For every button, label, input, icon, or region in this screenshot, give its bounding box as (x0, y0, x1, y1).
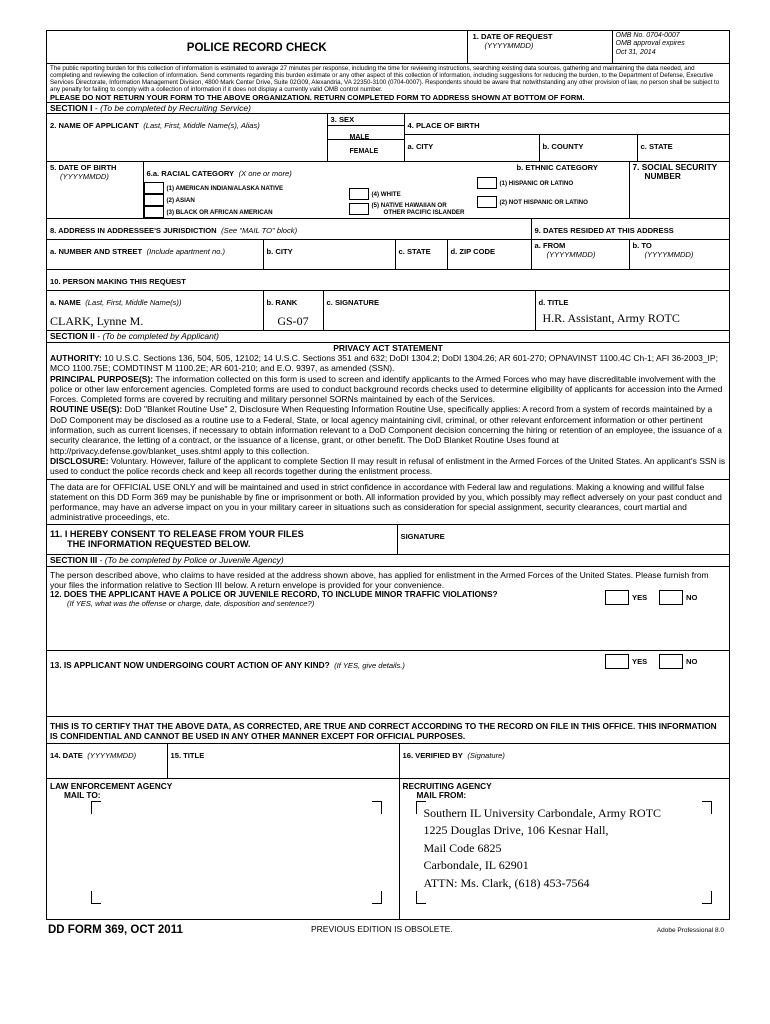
date-of-request-label: 1. DATE OF REQUEST (472, 32, 553, 41)
race-option-5[interactable] (349, 202, 474, 216)
sex-female-option[interactable] (328, 139, 404, 155)
ethnic-2-label: (2) NOT HISPANIC OR LATINO (499, 198, 588, 206)
section-1-header: SECTION I - (To be completed by Recruiting Service) (47, 102, 729, 115)
sex-male-option[interactable] (328, 125, 404, 139)
omb-number: OMB No. 0704-0007 (615, 32, 680, 39)
mail-to-corner-tr (372, 801, 382, 814)
authority-label: AUTHORITY: (50, 353, 102, 363)
section-1-row-address (47, 219, 729, 270)
sex-field (327, 114, 404, 162)
privacy-act-heading: PRIVACY ACT STATEMENT (333, 342, 443, 353)
race-option-4[interactable] (349, 186, 474, 202)
ethnic-option-2[interactable] (477, 195, 626, 209)
rank-label: b. RANK (266, 298, 298, 307)
purpose-label: PRINCIPAL PURPOSE(S): (50, 373, 154, 384)
verification-title-field[interactable] (167, 744, 399, 778)
date-of-birth-hint: (YYYYMMDD) (60, 172, 109, 181)
section-3-title: SECTION III (50, 555, 98, 566)
requester-name-field[interactable] (47, 291, 263, 331)
birth-city-label: a. CITY (407, 142, 434, 151)
disclosure-paragraph (50, 456, 726, 477)
mail-from-corner-bl (416, 891, 426, 904)
birth-city-field[interactable] (404, 135, 539, 162)
return-address (424, 805, 662, 893)
date-of-birth-label: 5. DATE OF BIRTH (50, 163, 117, 172)
consent-line-1: 11. I HEREBY CONSENT TO RELEASE FROM YOUR FILES (50, 528, 304, 539)
verification-row (47, 744, 729, 779)
requester-signature-label: c. SIGNATURE (326, 298, 380, 307)
rank-value: GS-07 (277, 314, 309, 328)
sex-female-label: FEMALE (349, 148, 379, 155)
question-13-label: 13. IS APPLICANT NOW UNDERGOING COURT ACTION OF ANY KIND? (50, 660, 330, 671)
requester-title-label: d. TITLE (538, 298, 569, 307)
race-category-label: 6.a. RACIAL CATEGORY (146, 169, 235, 178)
return-address-line-4: Carbondale, IL 62901 (423, 858, 529, 873)
state-field[interactable] (395, 240, 447, 270)
applicant-name-field[interactable] (47, 114, 327, 162)
ssn-field[interactable] (629, 162, 729, 219)
form-title: POLICE RECORD CHECK (186, 41, 327, 54)
question-12-no-label: NO (686, 593, 698, 603)
mail-to-corner-bl (91, 891, 101, 904)
question-13-no-label: NO (686, 657, 698, 667)
ethnic-option-1[interactable] (477, 176, 626, 190)
birth-county-label: b. COUNTY (542, 142, 584, 151)
section-2-header: SECTION II - (To be completed by Applicant) (47, 331, 729, 343)
question-12-block (47, 590, 729, 651)
place-of-birth-label: 4. PLACE OF BIRTH (407, 121, 480, 130)
question-12-no[interactable] (659, 590, 697, 605)
section-3-subtitle: (To be completed by Police or Juvenile Agency) (104, 555, 284, 566)
race-option-1[interactable] (144, 182, 349, 194)
applicant-name-label: 2. NAME OF APPLICANT (50, 121, 139, 130)
date-of-request-hint: (YYYYMMDD) (484, 41, 534, 50)
person-requesting-label: 10. PERSON MAKING THIS REQUEST (50, 277, 186, 286)
section-1-row-names (47, 114, 729, 162)
zip-field[interactable] (447, 240, 531, 270)
street-label: a. NUMBER AND STREET (50, 247, 143, 256)
race-category-hint: (X one or more) (238, 169, 292, 178)
return-address-line-1: Southern IL University Carbondale, Army ROTC (423, 805, 662, 820)
applicant-name-hint: (Last, First, Middle Name(s), Alias) (143, 121, 260, 130)
race-4-checkbox[interactable] (349, 188, 369, 200)
verification-date-label: 14. DATE (50, 751, 83, 761)
verified-by-hint: (Signature) (467, 751, 505, 761)
section-3-header: SECTION III - (To be completed by Police or Juvenile Agency) (47, 555, 729, 567)
to-label: b. TO (632, 241, 652, 250)
race-4-label: (4) WHITE (371, 190, 401, 198)
city-field[interactable] (263, 240, 395, 270)
race-5-checkbox[interactable] (349, 203, 369, 215)
rank-field[interactable] (263, 291, 323, 331)
mail-from-corner-tr (702, 801, 712, 814)
ssn-label: 7. SOCIAL SECURITY (632, 162, 718, 172)
return-address-line-5: ATTN: Ms. Clark, (618) 453-7564 (423, 875, 590, 890)
certification-statement: THIS IS TO CERTIFY THAT THE ABOVE DATA, AS CORRECTED, ARE TRUE AND CORRECT ACCORDING TO THE RECORD ON FILE IN THIS OFFICE. THIS INFORMATION IS CONFIDENTIAL AND CANNOT BE USED IN ANY OTHER MANNER EXCEPT FOR OFFICIAL PURPOSES. (47, 717, 729, 744)
mail-to-label: MAIL TO: (64, 789, 101, 800)
return-address-line-3: Mail Code 6825 (423, 840, 502, 855)
question-12-hint: (If YES, what was the offense or charge, date, disposition and sentence?) (67, 599, 315, 609)
question-12-label: 12. DOES THE APPLICANT HAVE A POLICE OR JUVENILE RECORD, TO INCLUDE MINOR TRAFFIC VIOLATIONS? (50, 589, 498, 600)
disclosure-text: Voluntary. However, failure of the applicant to complete Section II may result in refusal of enlistment in the Armed Forces of the United States. An applicant's SSN is used to conduct the police records check and keep all records together during the enlistment process. (50, 455, 726, 477)
race-3-label: (3) BLACK OR AFRICAN AMERICAN (166, 208, 273, 216)
question-12-yes[interactable] (605, 590, 647, 605)
mail-to-corner-tl (91, 801, 101, 814)
question-13-yes-label: YES (632, 657, 648, 667)
verification-date-field[interactable] (47, 744, 167, 778)
mail-from-corner-br (702, 891, 712, 904)
street-field[interactable] (47, 240, 263, 270)
section-3-intro: The person described above, who claims to have resided at the address shown above, has applied for enlistment in the Armed Forces of the United States. Please furnish from your files the information relative to Section III below. A return envelope is provided for your convenience. (50, 569, 709, 591)
mailing-block (47, 779, 729, 919)
birth-state-label: c. STATE (640, 142, 673, 151)
birth-state-field[interactable] (637, 135, 729, 162)
race-5-label-a: (5) NATIVE HAWAIIAN OR (371, 202, 447, 209)
question-13-block (47, 651, 729, 717)
form-header (47, 31, 729, 64)
question-12-yes-label: YES (632, 593, 648, 603)
section-2-subtitle: (To be completed by Applicant) (102, 331, 219, 341)
section-1-subtitle: (To be completed by Recruiting Service) (100, 102, 251, 113)
consent-row (47, 525, 729, 556)
routine-use-text: DoD "Blanket Routine Use" 2, Disclosure When Requesting Information Routine Use, specifically applies: A record from a system of records maintained by a DoD Component may be disclosed as a routine use to a Federal, State, or local agency maintaining civil, criminal, or other relevant enforcement information or other pertinent information, such as current licenses, if necessary to obtain information relevant to a DoD Component decision concerning the hiring or retention of an employee, the issuance of a security clearance, the letting of a contract, or the issuance of a license, grant, or other benefit. The DoD Blanket Routine Uses found at http://privacy.defense.gov/blanket_uses.shtml apply to this collection. (50, 404, 722, 456)
from-hint: (YYYYMMDD) (546, 250, 596, 259)
mail-from-block[interactable] (399, 779, 729, 919)
state-label: c. STATE (398, 247, 431, 256)
dates-resided-label: 9. DATES RESIDED AT THIS ADDRESS (534, 226, 674, 235)
ethnic-category-label: b. ETHNIC CATEGORY (516, 163, 598, 172)
race-5-label-b: OTHER PACIFIC ISLANDER (383, 209, 465, 216)
return-notice: PLEASE DO NOT RETURN YOUR FORM TO THE ABOVE ORGANIZATION. RETURN COMPLETED FORM TO ADDRESS SHOWN AT BOTTOM OF FORM. (50, 92, 585, 102)
sex-label: 3. SEX (330, 115, 355, 124)
race-2-label: (2) ASIAN (166, 196, 195, 204)
question-13-yes-checkbox[interactable] (605, 654, 629, 669)
applicant-signature-label: SIGNATURE (400, 531, 445, 541)
authority-text: 10 U.S.C. Sections 136, 504, 505, 12102; 14 U.S.C. Sections 351 and 632; DoDI 1304.2; DoDI 1304.26; AR 601-270; OPNAVINST 1100.4C Ch-1; AFI 36-2003_IP; MCO 1100.75E; COMDTINST M 1100.2E; AR 601-210; and E.O. 9397, as amended (SSN). (50, 353, 718, 374)
question-13-no-checkbox[interactable] (659, 654, 683, 669)
race-1-label: (1) AMERICAN INDIAN/ALASKA NATIVE (166, 184, 284, 192)
section-2-title: SECTION II (50, 331, 95, 341)
city-label: b. CITY (266, 247, 293, 256)
privacy-act-statement (47, 343, 729, 480)
race-option-2[interactable] (144, 194, 349, 206)
date-of-birth-field[interactable] (47, 162, 143, 219)
question-13-hint: (If YES, give details.) (334, 661, 405, 671)
recruiting-agency-label: RECRUITING AGENCY (402, 780, 492, 791)
question-13-no[interactable] (659, 654, 697, 669)
address-label: 8. ADDRESS IN ADDRESSEE'S JURISDICTION (50, 226, 217, 235)
form-id: DD FORM 369, OCT 2011 (48, 923, 183, 936)
race-1-checkbox[interactable] (144, 182, 164, 194)
official-use-notice: The data are for OFFICIAL USE ONLY and will be maintained and used in strict confidence in accordance with Federal law and regulations. Making a knowing and willful false statement on this DD Form 369 may be punishable by fine or imprisonment or both. All information provided by you, which possibly may reflect adversely on your past conduct and performance, may have an adverse impact on you in your military career in situations such as consideration for special assignment, security clearances, court martial and administrative proceedings, etc. (47, 480, 729, 525)
address-hint: (See "MAIL TO" block) (221, 226, 298, 235)
to-date-field[interactable] (629, 240, 729, 270)
requester-name-label: a. NAME (50, 298, 81, 307)
from-label: a. FROM (534, 241, 566, 250)
law-enforcement-label: LAW ENFORCEMENT AGENCY (50, 780, 173, 791)
section-1-title: SECTION I (50, 102, 93, 113)
question-12-no-checkbox[interactable] (659, 590, 683, 605)
question-12-yes-checkbox[interactable] (605, 590, 629, 605)
zip-label: d. ZIP CODE (450, 247, 496, 256)
mail-to-block[interactable] (47, 779, 399, 919)
form-footer (46, 920, 730, 944)
obsolete-notice: PREVIOUS EDITION IS OBSOLETE. (311, 923, 453, 934)
ethnic-1-checkbox[interactable] (477, 177, 497, 189)
race-3-checkbox[interactable] (144, 206, 164, 218)
street-hint: (Include apartment no.) (146, 247, 226, 256)
software-note: Adobe Professional 8.0 (656, 926, 724, 934)
routine-use-paragraph (50, 404, 726, 455)
mail-from-label: MAIL FROM: (416, 789, 467, 800)
race-2-checkbox[interactable] (144, 194, 164, 206)
section-1-row-demographics (47, 162, 729, 219)
purpose-text: The information collected on this form is used to screen and identify applicants to the Armed Forces who may have discreditable involvement with the police or other law enforcement agencies. Completed forms are used to conduct background records checks used to determine eligibility of applicants for accession into the Armed Forces. Completed forms are covered by recruiting and military personnel SORNs maintained by each of the Services. (50, 373, 723, 405)
form-sheet (46, 30, 730, 920)
verification-title-label: 15. TITLE (170, 751, 205, 761)
ethnic-2-checkbox[interactable] (477, 196, 497, 208)
form-page (46, 30, 730, 944)
disclosure-label: DISCLOSURE: (50, 455, 109, 466)
verification-date-hint: (YYYYMMDD) (87, 751, 137, 761)
burden-notice: The public reporting burden for this collection of information is estimated to average 27 minutes per response, including the time for reviewing instructions, searching existing data sources, gathering and maintaining the data needed, and completing and reviewing the collection of information. Send comments regarding this burden estimate or any other aspect of this collection of information, including suggestions for reducing the burden, to the Department of Defense, Executive Services Directorate, Information Management Division, 4800 Mark Center Drive, Suite 02G09, Alexandria, VA 22350-3100 (0704-0007). Respondents should be aware that notwithstanding any other provision of law, no person shall be subject to any penalty for failing to comply with a collection of information if it does not display a currently valid OMB control number. (50, 64, 720, 93)
to-hint: (YYYYMMDD) (644, 250, 694, 259)
omb-expires-date: Oct 31, 2014 (615, 48, 656, 56)
applicant-signature-field[interactable] (397, 525, 729, 555)
routine-use-label: ROUTINE USE(S): (50, 404, 123, 415)
race-option-3[interactable] (144, 206, 349, 218)
omb-expires-label: OMB approval expires (615, 40, 685, 48)
date-of-request-field[interactable] (467, 31, 612, 63)
requester-name-hint: (Last, First, Middle Name(s)) (85, 298, 182, 307)
sex-male-label: MALE (349, 134, 370, 141)
section-1-row-requester (47, 270, 729, 331)
requester-name-value: CLARK, Lynne M. (50, 314, 144, 328)
verified-by-field[interactable] (399, 744, 729, 778)
from-date-field[interactable] (531, 240, 629, 270)
question-13-yes[interactable] (605, 654, 647, 669)
birth-county-field[interactable] (539, 135, 637, 162)
purpose-paragraph (50, 374, 726, 405)
requester-signature-field[interactable] (323, 291, 535, 331)
ssn-label-2: NUMBER (644, 171, 681, 181)
mail-to-corner-br (372, 891, 382, 904)
requester-title-value: H.R. Assistant, Army ROTC (542, 311, 680, 325)
ethnic-1-label: (1) HISPANIC OR LATINO (499, 179, 574, 187)
requester-title-field[interactable] (535, 291, 729, 331)
authority-paragraph (50, 353, 726, 374)
verified-by-label: 16. VERIFIED BY (402, 751, 463, 761)
consent-line-2: THE INFORMATION REQUESTED BELOW. (67, 539, 251, 550)
return-address-line-2: 1225 Douglas Drive, 106 Kesnar Hall, (423, 823, 609, 838)
